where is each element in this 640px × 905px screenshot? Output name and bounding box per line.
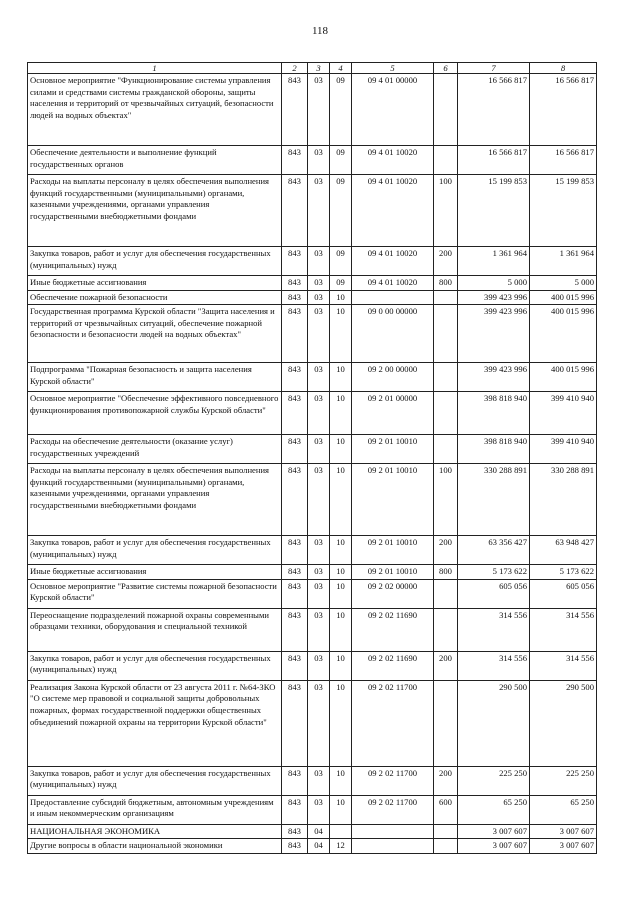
section-cell: 04 [308, 839, 330, 854]
section-cell: 03 [308, 766, 330, 795]
amount-cell: 16 566 817 [458, 146, 530, 175]
amount-cell: 3 007 607 [458, 839, 530, 854]
table-row [28, 290, 597, 305]
target-article-cell [352, 290, 434, 305]
row-name-cell: Основное мероприятие "Развитие системы пожарной безопасности Курской области" [28, 579, 282, 608]
budget-table [27, 62, 597, 854]
amount-cell: 63 356 427 [458, 536, 530, 565]
subsection-cell: 09 [330, 276, 352, 291]
section-cell: 03 [308, 363, 330, 392]
row-name-cell: Реализация Закона Курской области от 23 августа 2011 г. №64-ЗКО "О системе мер правовой и социальной защиты добровольных пожарных, формах государственной поддержки общественных объединений пожарной охраны на территории Курской области" [28, 680, 282, 766]
row-name-cell: НАЦИОНАЛЬНАЯ ЭКОНОМИКА [28, 824, 282, 839]
expense-type-cell [434, 839, 458, 854]
target-article-cell: 09 4 01 10020 [352, 247, 434, 276]
code-cell: 843 [282, 839, 308, 854]
row-name-cell: Закупка товаров, работ и услуг для обеспечения государственных (муниципальных) нужд [28, 536, 282, 565]
amount-cell: 399 423 996 [458, 305, 530, 363]
amount-cell: 16 566 817 [530, 146, 597, 175]
code-cell: 843 [282, 74, 308, 146]
table-row [28, 363, 597, 392]
section-cell: 03 [308, 146, 330, 175]
section-cell: 03 [308, 680, 330, 766]
amount-cell: 399 410 940 [530, 392, 597, 435]
row-name-cell: Закупка товаров, работ и услуг для обеспечения государственных (муниципальных) нужд [28, 247, 282, 276]
expense-type-cell: 800 [434, 565, 458, 580]
amount-cell: 63 948 427 [530, 536, 597, 565]
code-cell: 843 [282, 363, 308, 392]
target-article-cell: 09 4 01 10020 [352, 146, 434, 175]
amount-cell: 1 361 964 [530, 247, 597, 276]
target-article-cell: 09 4 01 00000 [352, 74, 434, 146]
target-article-cell: 09 2 01 10010 [352, 565, 434, 580]
amount-cell: 1 361 964 [458, 247, 530, 276]
amount-cell: 65 250 [458, 795, 530, 824]
row-name-cell: Обеспечение деятельности и выполнение функций государственных органов [28, 146, 282, 175]
target-article-cell: 09 2 01 00000 [352, 392, 434, 435]
code-cell: 843 [282, 146, 308, 175]
subsection-cell: 09 [330, 74, 352, 146]
target-article-cell: 09 2 02 11690 [352, 608, 434, 651]
section-cell: 03 [308, 290, 330, 305]
expense-type-cell [434, 305, 458, 363]
section-cell: 03 [308, 247, 330, 276]
column-header: 4 [330, 63, 352, 74]
code-cell: 843 [282, 680, 308, 766]
row-name-cell: Предоставление субсидий бюджетным, автономным учреждениям и иным некоммерческим организациям [28, 795, 282, 824]
column-header: 3 [308, 63, 330, 74]
code-cell: 843 [282, 392, 308, 435]
table-header-row [28, 63, 597, 74]
subsection-cell: 10 [330, 766, 352, 795]
subsection-cell: 09 [330, 247, 352, 276]
table-row [28, 839, 597, 854]
table-row [28, 247, 597, 276]
table-row [28, 276, 597, 291]
expense-type-cell: 200 [434, 651, 458, 680]
amount-cell: 400 015 996 [530, 305, 597, 363]
amount-cell: 225 250 [458, 766, 530, 795]
row-name-cell: Расходы на выплаты персоналу в целях обеспечения выполнения функций государственными (муниципальными) органами, казенными учреждениями, органами управления государственными внебюджетными фондами [28, 175, 282, 247]
subsection-cell: 10 [330, 651, 352, 680]
table-row [28, 305, 597, 363]
target-article-cell: 09 4 01 10020 [352, 175, 434, 247]
section-cell: 03 [308, 795, 330, 824]
table-row [28, 536, 597, 565]
code-cell: 843 [282, 175, 308, 247]
amount-cell: 399 410 940 [530, 435, 597, 464]
column-header: 6 [434, 63, 458, 74]
section-cell: 03 [308, 435, 330, 464]
subsection-cell [330, 824, 352, 839]
table-row [28, 795, 597, 824]
code-cell: 843 [282, 305, 308, 363]
table-row [28, 435, 597, 464]
amount-cell: 314 556 [458, 608, 530, 651]
amount-cell: 65 250 [530, 795, 597, 824]
subsection-cell: 10 [330, 565, 352, 580]
amount-cell: 5 000 [458, 276, 530, 291]
amount-cell: 15 199 853 [458, 175, 530, 247]
expense-type-cell [434, 680, 458, 766]
section-cell: 03 [308, 579, 330, 608]
section-cell: 04 [308, 824, 330, 839]
table-row [28, 565, 597, 580]
amount-cell: 290 500 [458, 680, 530, 766]
target-article-cell: 09 2 02 11700 [352, 680, 434, 766]
code-cell: 843 [282, 795, 308, 824]
amount-cell: 16 566 817 [458, 74, 530, 146]
amount-cell: 330 288 891 [458, 464, 530, 536]
subsection-cell: 10 [330, 680, 352, 766]
section-cell: 03 [308, 608, 330, 651]
section-cell: 03 [308, 651, 330, 680]
target-article-cell: 09 2 01 10010 [352, 464, 434, 536]
subsection-cell: 10 [330, 290, 352, 305]
section-cell: 03 [308, 536, 330, 565]
row-name-cell: Переоснащение подразделений пожарной охраны современными образцами техники, оборудования и специальной техникой [28, 608, 282, 651]
code-cell: 843 [282, 565, 308, 580]
subsection-cell: 09 [330, 146, 352, 175]
target-article-cell [352, 824, 434, 839]
expense-type-cell [434, 824, 458, 839]
subsection-cell: 10 [330, 464, 352, 536]
amount-cell: 400 015 996 [530, 363, 597, 392]
amount-cell: 398 818 940 [458, 435, 530, 464]
amount-cell: 225 250 [530, 766, 597, 795]
row-name-cell: Основное мероприятие "Функционирование системы управления силами и средствами системы гражданской обороны, защиты населения и территорий от чрезвычайных ситуаций, безопасности людей на водных объектах" [28, 74, 282, 146]
target-article-cell: 09 2 01 10010 [352, 435, 434, 464]
column-header: 8 [530, 63, 597, 74]
target-article-cell: 09 4 01 10020 [352, 276, 434, 291]
expense-type-cell [434, 392, 458, 435]
amount-cell: 3 007 607 [530, 824, 597, 839]
column-header: 1 [28, 63, 282, 74]
row-name-cell: Закупка товаров, работ и услуг для обеспечения государственных (муниципальных) нужд [28, 651, 282, 680]
subsection-cell: 10 [330, 608, 352, 651]
target-article-cell: 09 2 01 10010 [352, 536, 434, 565]
row-name-cell: Обеспечение пожарной безопасности [28, 290, 282, 305]
code-cell: 843 [282, 276, 308, 291]
subsection-cell: 10 [330, 536, 352, 565]
amount-cell: 605 056 [530, 579, 597, 608]
amount-cell: 290 500 [530, 680, 597, 766]
subsection-cell: 10 [330, 435, 352, 464]
row-name-cell: Государственная программа Курской области "Защита населения и территорий от чрезвычайных ситуаций, обеспечение пожарной безопасности и безопасности людей на водных объектах" [28, 305, 282, 363]
expense-type-cell [434, 579, 458, 608]
table-row [28, 824, 597, 839]
row-name-cell: Расходы на выплаты персоналу в целях обеспечения выполнения функций государственными (муниципальными) органами, казенными учреждениями, органами управления государственными внебюджетными фондами [28, 464, 282, 536]
expense-type-cell [434, 363, 458, 392]
code-cell: 843 [282, 464, 308, 536]
section-cell: 03 [308, 464, 330, 536]
code-cell: 843 [282, 247, 308, 276]
amount-cell: 330 288 891 [530, 464, 597, 536]
target-article-cell: 09 2 02 11690 [352, 651, 434, 680]
table-row [28, 464, 597, 536]
section-cell: 03 [308, 276, 330, 291]
code-cell: 843 [282, 766, 308, 795]
amount-cell: 15 199 853 [530, 175, 597, 247]
expense-type-cell [434, 146, 458, 175]
table-row [28, 392, 597, 435]
amount-cell: 314 556 [530, 651, 597, 680]
column-header: 7 [458, 63, 530, 74]
section-cell: 03 [308, 392, 330, 435]
amount-cell: 398 818 940 [458, 392, 530, 435]
table-row [28, 74, 597, 146]
section-cell: 03 [308, 175, 330, 247]
table-row [28, 608, 597, 651]
subsection-cell: 10 [330, 392, 352, 435]
expense-type-cell: 800 [434, 276, 458, 291]
column-header: 2 [282, 63, 308, 74]
table-row [28, 651, 597, 680]
code-cell: 843 [282, 435, 308, 464]
amount-cell: 314 556 [458, 651, 530, 680]
section-cell: 03 [308, 305, 330, 363]
row-name-cell: Закупка товаров, работ и услуг для обеспечения государственных (муниципальных) нужд [28, 766, 282, 795]
row-name-cell: Расходы на обеспечение деятельности (оказание услуг) государственных учреждений [28, 435, 282, 464]
subsection-cell: 12 [330, 839, 352, 854]
row-name-cell: Другие вопросы в области национальной экономики [28, 839, 282, 854]
table-row [28, 146, 597, 175]
amount-cell: 16 566 817 [530, 74, 597, 146]
expense-type-cell [434, 608, 458, 651]
amount-cell: 399 423 996 [458, 363, 530, 392]
table-row [28, 766, 597, 795]
expense-type-cell: 100 [434, 175, 458, 247]
subsection-cell: 09 [330, 175, 352, 247]
row-name-cell: Основное мероприятие "Обеспечение эффективного повседневного функционирования противопожарной службы Курской области" [28, 392, 282, 435]
expense-type-cell: 600 [434, 795, 458, 824]
amount-cell: 400 015 996 [530, 290, 597, 305]
table-row [28, 680, 597, 766]
code-cell: 843 [282, 608, 308, 651]
code-cell: 843 [282, 651, 308, 680]
section-cell: 03 [308, 74, 330, 146]
subsection-cell: 10 [330, 305, 352, 363]
code-cell: 843 [282, 579, 308, 608]
subsection-cell: 10 [330, 363, 352, 392]
amount-cell: 5 173 622 [530, 565, 597, 580]
page-number: 118 [311, 25, 329, 37]
amount-cell: 5 173 622 [458, 565, 530, 580]
row-name-cell: Иные бюджетные ассигнования [28, 565, 282, 580]
expense-type-cell: 200 [434, 247, 458, 276]
amount-cell: 3 007 607 [458, 824, 530, 839]
row-name-cell: Подпрограмма "Пожарная безопасность и защита населения Курской области" [28, 363, 282, 392]
amount-cell: 3 007 607 [530, 839, 597, 854]
amount-cell: 5 000 [530, 276, 597, 291]
target-article-cell: 09 2 00 00000 [352, 363, 434, 392]
target-article-cell: 09 2 02 11700 [352, 795, 434, 824]
expense-type-cell: 200 [434, 536, 458, 565]
target-article-cell: 09 0 00 00000 [352, 305, 434, 363]
code-cell: 843 [282, 824, 308, 839]
column-header: 5 [352, 63, 434, 74]
code-cell: 843 [282, 536, 308, 565]
expense-type-cell [434, 74, 458, 146]
target-article-cell: 09 2 02 11700 [352, 766, 434, 795]
amount-cell: 605 056 [458, 579, 530, 608]
table-row [28, 175, 597, 247]
expense-type-cell: 200 [434, 766, 458, 795]
subsection-cell: 10 [330, 795, 352, 824]
row-name-cell: Иные бюджетные ассигнования [28, 276, 282, 291]
table-row [28, 579, 597, 608]
target-article-cell: 09 2 02 00000 [352, 579, 434, 608]
section-cell: 03 [308, 565, 330, 580]
expense-type-cell [434, 435, 458, 464]
amount-cell: 314 556 [530, 608, 597, 651]
target-article-cell [352, 839, 434, 854]
expense-type-cell [434, 290, 458, 305]
code-cell: 843 [282, 290, 308, 305]
expense-type-cell: 100 [434, 464, 458, 536]
subsection-cell: 10 [330, 579, 352, 608]
table-body [28, 74, 597, 854]
amount-cell: 399 423 996 [458, 290, 530, 305]
